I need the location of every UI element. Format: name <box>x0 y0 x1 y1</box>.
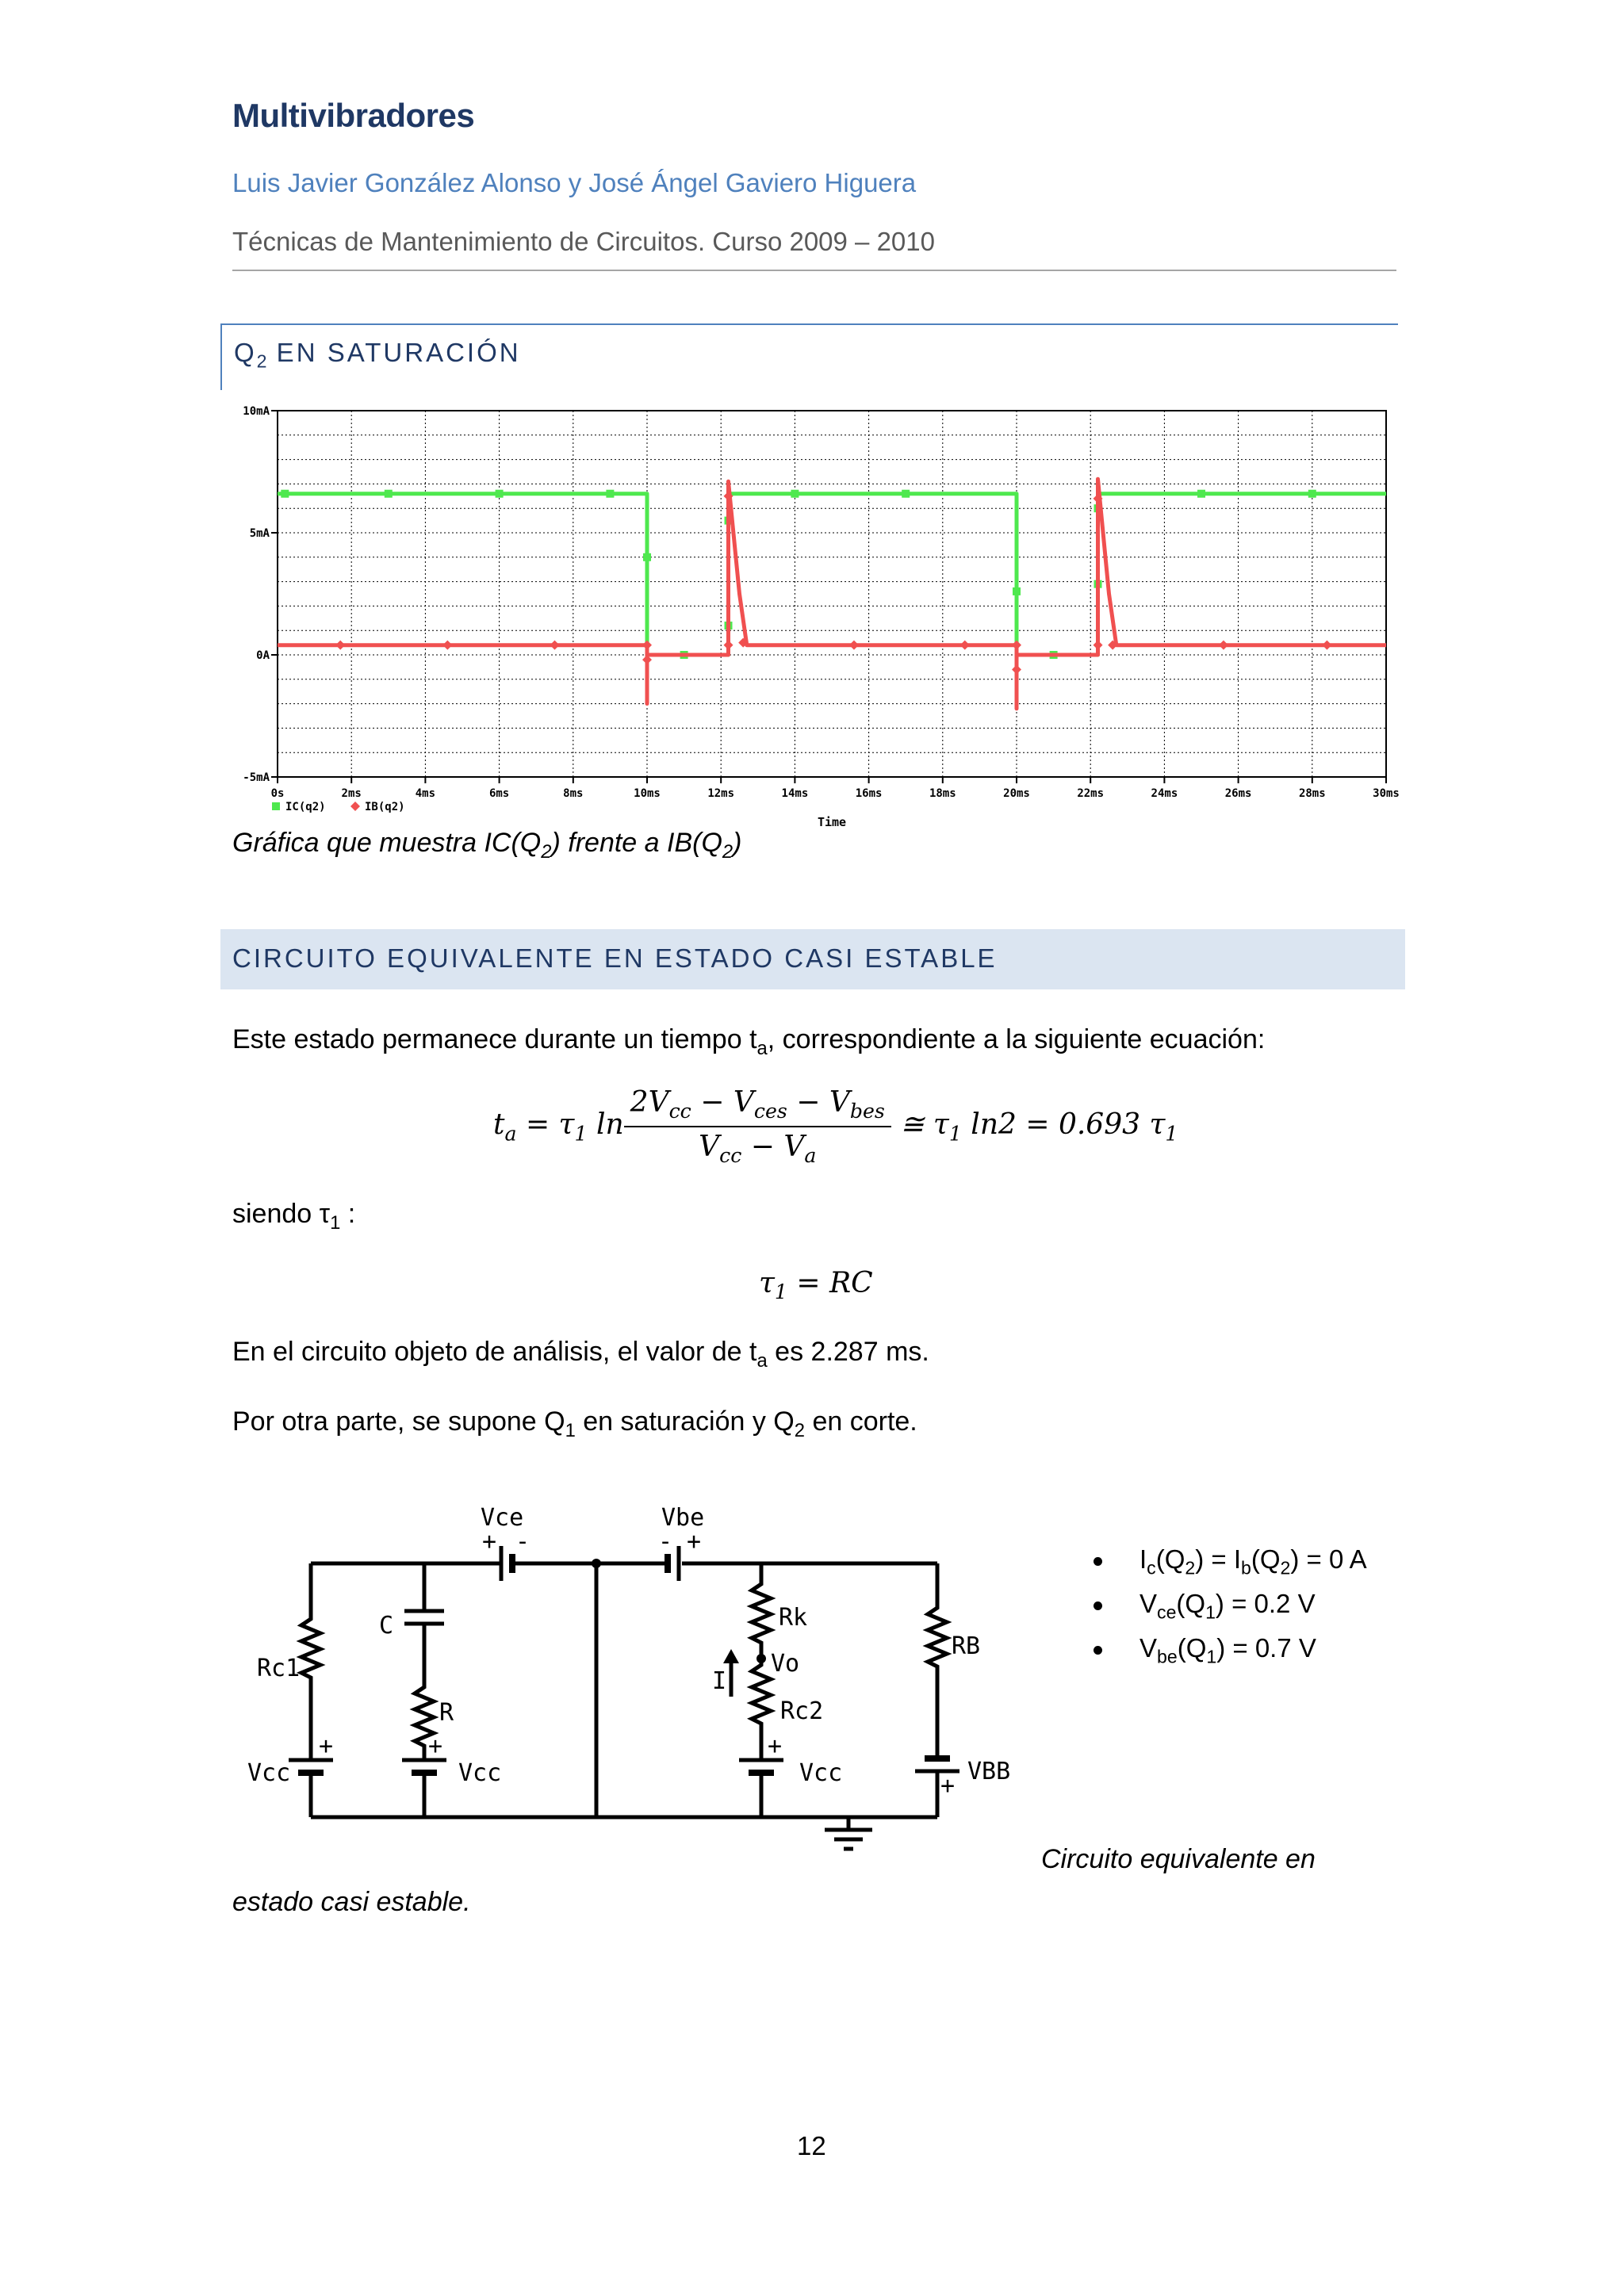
label-minus: - <box>515 1528 530 1556</box>
battery-vcc-2 <box>402 1760 446 1773</box>
data-point-ib <box>1322 641 1331 650</box>
figure1-caption <box>232 828 741 863</box>
subscript: c <box>1147 1557 1156 1578</box>
data-point-ic <box>1013 587 1021 595</box>
y-tick-label: 10mA <box>243 405 270 418</box>
section-heading-circuito <box>220 929 1405 989</box>
label-rc1: Rc1 <box>257 1655 301 1682</box>
eq-denominator <box>624 1127 891 1167</box>
paragraph-1 <box>232 1024 1265 1060</box>
label-rb: RB <box>952 1632 981 1660</box>
label-plus: + <box>940 1772 956 1800</box>
eq-part: ≅ τ <box>900 1108 949 1142</box>
x-tick-label: 18ms <box>929 787 956 800</box>
battery-vce <box>501 1546 512 1581</box>
eq-sub: 1 <box>774 1280 787 1304</box>
caption-part: ) <box>733 828 742 858</box>
x-tick-label: 14ms <box>781 787 809 800</box>
data-point-ic <box>643 553 651 561</box>
eq-part: − V <box>741 1131 805 1164</box>
data-point-ib <box>1012 641 1021 650</box>
legend-label: IC(q2) <box>285 801 326 813</box>
data-point-ic <box>496 490 504 498</box>
text: ) = 0.7 V <box>1216 1633 1316 1663</box>
text: Por otra parte, se supone Q <box>232 1406 565 1437</box>
subscript: ce <box>1157 1601 1177 1623</box>
text: (Q <box>1251 1544 1281 1574</box>
document-course: Técnicas de Mantenimiento de Circuitos. Curso 2009 – 2010 <box>232 227 935 256</box>
x-tick-label: 2ms <box>341 787 362 800</box>
label-plus: + <box>687 1528 702 1556</box>
x-axis-label: Time <box>817 815 847 829</box>
eq-sub: 1 <box>1165 1122 1178 1146</box>
condition-item <box>1090 1589 1367 1633</box>
text: , correspondiente a la siguiente ecuación: <box>767 1024 1266 1054</box>
subscript: a <box>756 1037 768 1059</box>
data-point-ib <box>849 641 859 650</box>
section-heading-text <box>234 338 521 373</box>
text: (Q <box>1176 1589 1206 1618</box>
caption-part: ) frente a IB(Q <box>551 828 722 858</box>
ic-ib-chart <box>230 396 1404 840</box>
page-number: 12 <box>797 2131 826 2160</box>
data-point-ib <box>550 641 560 650</box>
y-tick-label: -5mA <box>243 771 270 784</box>
series-line-ic-q2- <box>278 494 1386 655</box>
eq-part: V <box>699 1131 720 1164</box>
subscript: 1 <box>1205 1601 1216 1623</box>
label-vo: Vo <box>771 1650 800 1678</box>
battery-vcc-3 <box>739 1760 783 1773</box>
eq-sub: 1 <box>574 1122 588 1146</box>
label-vcc: Vcc <box>247 1759 291 1787</box>
x-tick-label: 16ms <box>855 787 883 800</box>
data-point-ic <box>606 490 614 498</box>
text: (Q <box>1155 1544 1185 1574</box>
resistor-rc1 <box>301 1563 320 1760</box>
label-vcc: Vcc <box>458 1759 502 1787</box>
x-tick-label: 26ms <box>1224 787 1252 800</box>
x-tick-label: 6ms <box>488 787 510 800</box>
eq-part: t <box>493 1108 505 1142</box>
label-plus: + <box>319 1732 334 1760</box>
x-tick-label: 30ms <box>1373 787 1400 800</box>
caption-part: Gráfica que muestra IC(Q <box>232 828 542 858</box>
plot-frame <box>278 411 1386 777</box>
data-point-ib <box>1012 664 1021 674</box>
text: es 2.287 ms. <box>767 1337 929 1367</box>
text: siendo τ <box>232 1199 331 1229</box>
data-point-ic <box>902 490 910 498</box>
eq-fraction <box>624 1086 891 1167</box>
figure2-caption-line1: Circuito equivalente en <box>1041 1844 1316 1874</box>
eq-sub: cc <box>668 1100 691 1123</box>
legend-marker-ib <box>350 802 360 811</box>
data-point-ib <box>960 641 970 650</box>
x-tick-label: 12ms <box>707 787 735 800</box>
header-divider <box>232 270 1396 271</box>
data-point-ib <box>1094 641 1103 650</box>
eq-part: − V <box>691 1086 754 1119</box>
battery-vbb <box>915 1758 959 1771</box>
condition-item <box>1090 1633 1367 1678</box>
eq-sub: a <box>804 1144 817 1168</box>
data-point-ic <box>1197 490 1205 498</box>
label-vbe: Vbe <box>661 1504 705 1532</box>
data-point-ib <box>724 641 733 650</box>
eq-part: τ <box>759 1267 775 1299</box>
eq-numerator <box>624 1086 891 1127</box>
legend-label: IB(q2) <box>365 801 405 813</box>
subscript: a <box>756 1349 768 1372</box>
ground-icon <box>825 1830 872 1849</box>
text: ) = I <box>1195 1544 1242 1574</box>
document-title: Multivibradores <box>232 97 475 134</box>
text: en saturación y Q <box>575 1406 795 1437</box>
label-rc2: Rc2 <box>780 1697 824 1725</box>
caption-sub: 2 <box>722 840 733 863</box>
document-authors: Luis Javier González Alonso y José Ángel Gaviero Higuera <box>232 168 917 197</box>
section-heading-saturacion <box>220 323 1398 390</box>
eq-part: = τ <box>525 1108 575 1142</box>
junction-node-vo <box>756 1654 766 1663</box>
data-point-ib <box>442 641 452 650</box>
x-tick-label: 4ms <box>415 787 436 800</box>
eq-sub: bes <box>849 1100 885 1123</box>
caption-sub: 2 <box>541 840 552 863</box>
paragraph-2 <box>232 1199 355 1234</box>
label-vce: Vce <box>481 1504 524 1532</box>
text: Este estado permanece durante un tiempo t <box>232 1024 757 1054</box>
junction-node <box>592 1559 601 1568</box>
data-point-ib <box>642 641 652 650</box>
eq-sub: ces <box>753 1100 787 1123</box>
text: (Q <box>1177 1633 1207 1663</box>
x-tick-label: 0s <box>270 787 285 800</box>
heading-rest: EN SATURACIÓN <box>266 338 521 367</box>
text: : <box>340 1199 356 1229</box>
condition-list <box>1090 1544 1367 1678</box>
text: en corte. <box>805 1406 917 1437</box>
text: V <box>1139 1633 1158 1663</box>
label-plus: + <box>428 1732 443 1760</box>
x-tick-label: 10ms <box>634 787 661 800</box>
x-tick-label: 22ms <box>1077 787 1105 800</box>
legend-marker-ic <box>272 802 280 810</box>
series-line-ib-q2- <box>278 479 1386 709</box>
heading-q-subscript: 2 <box>256 350 267 372</box>
x-tick-label: 28ms <box>1298 787 1326 800</box>
section2-heading-text: CIRCUITO EQUIVALENTE EN ESTADO CASI ESTABLE <box>232 943 998 973</box>
data-point-ic <box>281 490 289 498</box>
eq-part: ln2 = 0.693 τ <box>961 1108 1166 1142</box>
data-point-ic <box>385 490 393 498</box>
text: ) = 0 A <box>1290 1544 1367 1574</box>
x-tick-label: 24ms <box>1151 787 1178 800</box>
label-plus: + <box>482 1528 497 1556</box>
text: En el circuito objeto de análisis, el valor de t <box>232 1337 757 1367</box>
subscript: 1 <box>1206 1646 1217 1667</box>
data-point-ib <box>1219 641 1228 650</box>
label-c: C <box>379 1612 394 1640</box>
label-vbb: VBB <box>967 1758 1011 1785</box>
text: ) = 0.2 V <box>1215 1589 1316 1618</box>
equation-ta <box>493 1086 1178 1167</box>
subscript: be <box>1157 1646 1178 1667</box>
eq-part: ln <box>596 1108 624 1142</box>
text: I <box>1139 1544 1147 1574</box>
subscript: 2 <box>794 1419 805 1441</box>
x-tick-label: 20ms <box>1003 787 1030 800</box>
heading-q: Q <box>234 338 257 367</box>
capacitor-c <box>404 1611 444 1624</box>
text: V <box>1139 1589 1158 1618</box>
subscript: 2 <box>1185 1557 1196 1578</box>
eq-sub: 1 <box>948 1122 962 1146</box>
eq-part: = RC <box>787 1267 873 1299</box>
label-r: R <box>439 1699 454 1727</box>
label-minus: - <box>658 1528 673 1556</box>
data-point-ib <box>335 641 345 650</box>
subscript: b <box>1241 1557 1251 1578</box>
eq-part: − V <box>787 1086 850 1119</box>
label-plus: + <box>768 1732 783 1760</box>
eq-part: 2V <box>630 1086 669 1119</box>
figure2-caption-line2: estado casi estable. <box>232 1887 471 1917</box>
resistor-rb <box>928 1563 947 1758</box>
y-tick-label: 0A <box>256 649 270 662</box>
condition-item <box>1090 1544 1367 1589</box>
subscript: 1 <box>565 1419 576 1441</box>
equation-tau <box>759 1267 873 1303</box>
subscript: 2 <box>1280 1557 1291 1578</box>
subscript: 1 <box>330 1211 341 1234</box>
data-point-ic <box>1308 490 1316 498</box>
battery-vcc-1 <box>289 1760 333 1773</box>
label-vcc: Vcc <box>799 1759 843 1787</box>
data-point-ic <box>791 490 799 498</box>
equivalent-circuit-diagram <box>238 1490 1031 1863</box>
eq-sub: a <box>504 1122 517 1146</box>
paragraph-4 <box>232 1406 917 1442</box>
label-rk: Rk <box>779 1604 808 1632</box>
x-tick-label: 8ms <box>563 787 584 800</box>
y-tick-label: 5mA <box>249 527 270 540</box>
label-i: I <box>712 1667 727 1695</box>
paragraph-3 <box>232 1337 929 1372</box>
eq-sub: cc <box>719 1144 742 1168</box>
